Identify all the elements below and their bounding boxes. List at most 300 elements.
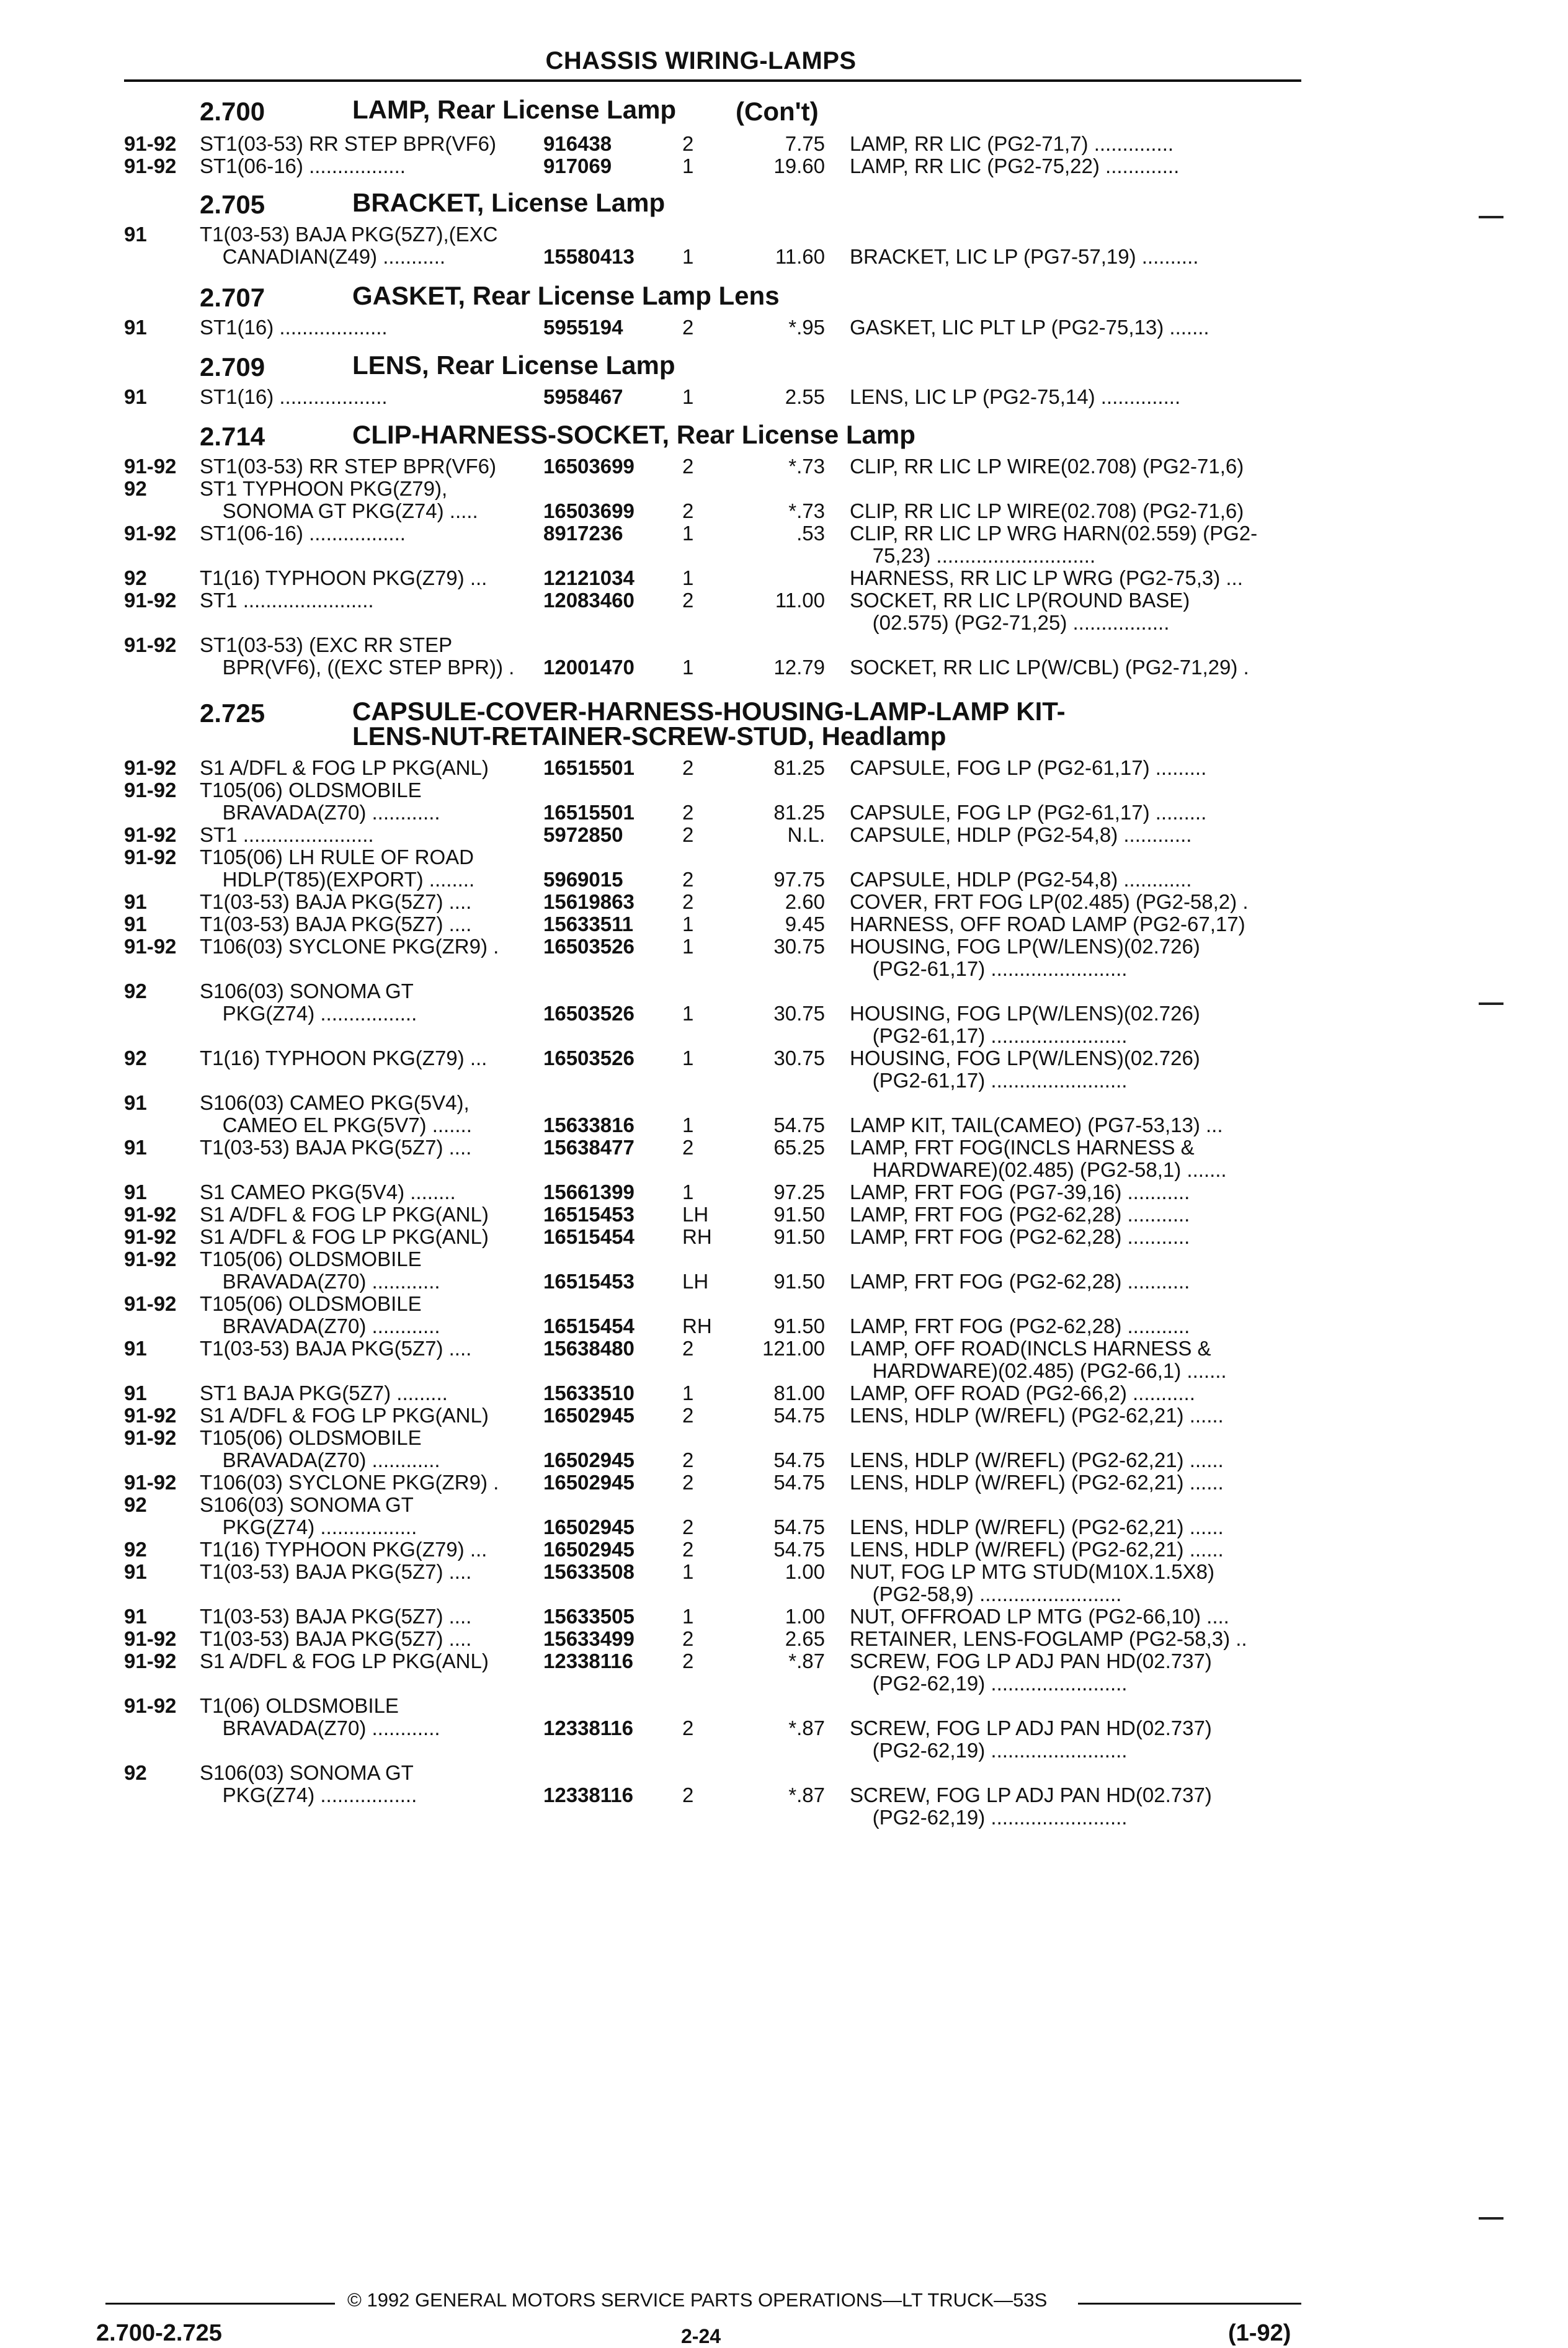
model-year: 91-92 — [124, 823, 177, 846]
section-title: GASKET, Rear License Lamp Lens — [352, 281, 780, 310]
table-row — [0, 1672, 1568, 1695]
model-year: 91 — [124, 1337, 147, 1360]
table-row — [0, 1270, 1568, 1293]
part-name: LAMP, FRT FOG (PG2-62,28) ........... — [850, 1203, 1190, 1226]
part-number: 16502945 — [543, 1538, 635, 1561]
table-row — [0, 1784, 1568, 1806]
table-row — [0, 386, 1568, 408]
price: 54.75 — [773, 1404, 825, 1427]
part-name: LAMP, RR LIC (PG2-71,7) .............. — [850, 132, 1174, 155]
model-year: 91 — [124, 913, 147, 935]
part-number: 16503699 — [543, 499, 635, 522]
table-row — [0, 1159, 1568, 1181]
table-row — [0, 935, 1568, 958]
price: 19.60 — [773, 154, 825, 177]
part-name: 75,23) ............................ — [850, 544, 1096, 567]
section-number: 2.709 — [200, 352, 265, 382]
application: SONOMA GT PKG(Z74) ..... — [200, 499, 478, 522]
table-row — [0, 455, 1568, 478]
application: T1(03-53) BAJA PKG(5Z7) .... — [200, 890, 472, 913]
table-row — [0, 1449, 1568, 1471]
part-name: LENS, HDLP (W/REFL) (PG2-62,21) ...... — [850, 1449, 1224, 1471]
quantity: 1 — [682, 1047, 694, 1069]
model-year: 91-92 — [124, 1225, 177, 1248]
part-name: BRACKET, LIC LP (PG7-57,19) .......... — [850, 245, 1199, 268]
application: S1 A/DFL & FOG LP PKG(ANL) — [200, 756, 489, 779]
section-number: 2.700 — [200, 97, 265, 126]
price: 2.55 — [785, 385, 825, 408]
application: S1 A/DFL & FOG LP PKG(ANL) — [200, 1649, 489, 1672]
application: T1(03-53) BAJA PKG(5Z7) .... — [200, 1627, 472, 1650]
quantity: 1 — [682, 245, 694, 268]
part-name: CAPSULE, HDLP (PG2-54,8) ............ — [850, 823, 1192, 846]
price: 54.75 — [773, 1515, 825, 1538]
model-year: 91-92 — [124, 589, 177, 612]
part-name: SCREW, FOG LP ADJ PAN HD(02.737) — [850, 1716, 1212, 1739]
model-year: 92 — [124, 1761, 147, 1784]
quantity: 2 — [682, 316, 694, 339]
model-year: 91-92 — [124, 935, 177, 958]
part-name: COVER, FRT FOG LP(02.485) (PG2-58,2) . — [850, 890, 1249, 913]
quantity: 2 — [682, 499, 694, 522]
model-year: 91 — [124, 890, 147, 913]
part-name: CAPSULE, FOG LP (PG2-61,17) ......... — [850, 801, 1207, 824]
part-number: 16515501 — [543, 756, 635, 779]
application: PKG(Z74) ................. — [200, 1783, 417, 1806]
quantity: RH — [682, 1225, 712, 1248]
part-name: CLIP, RR LIC LP WIRE(02.708) (PG2-71,6) — [850, 499, 1244, 522]
application: ST1(16) ................... — [200, 316, 388, 339]
application: BRAVADA(Z70) ............ — [200, 1315, 440, 1337]
application: CANADIAN(Z49) ........... — [200, 245, 446, 268]
price: N.L. — [787, 823, 825, 846]
part-name: SCREW, FOG LP ADJ PAN HD(02.737) — [850, 1649, 1212, 1672]
footer-rule-left — [105, 2303, 335, 2305]
quantity: 1 — [682, 1114, 694, 1136]
model-year: 91 — [124, 1136, 147, 1159]
part-name: (PG2-62,19) ........................ — [850, 1806, 1128, 1829]
quantity: 2 — [682, 132, 694, 155]
table-row — [0, 1762, 1568, 1784]
price: 91.50 — [773, 1225, 825, 1248]
quantity: 2 — [682, 890, 694, 913]
application: CAMEO EL PKG(5V7) ....... — [200, 1114, 472, 1136]
price: 1.00 — [785, 1605, 825, 1628]
model-year: 91-92 — [124, 1649, 177, 1672]
table-row — [0, 1404, 1568, 1427]
application: BRAVADA(Z70) ............ — [200, 1449, 440, 1471]
model-year: 91-92 — [124, 756, 177, 779]
application: BPR(VF6), ((EXC STEP BPR)) . — [200, 656, 515, 679]
table-row — [0, 779, 1568, 801]
table-row — [0, 1248, 1568, 1270]
price: 1.00 — [785, 1560, 825, 1583]
application: BRAVADA(Z70) ............ — [200, 1270, 440, 1293]
margin-mark — [1479, 1002, 1503, 1005]
section-number: 2.714 — [200, 422, 265, 451]
application: PKG(Z74) ................. — [200, 1515, 417, 1538]
application: HDLP(T85)(EXPORT) ........ — [200, 868, 475, 891]
price: 97.25 — [773, 1181, 825, 1203]
section-title: BRACKET, License Lamp — [352, 188, 666, 217]
part-number: 16503526 — [543, 1002, 635, 1025]
part-number: 12338116 — [543, 1783, 634, 1806]
section-number: 2.705 — [200, 190, 265, 219]
application: ST1 ....................... — [200, 823, 374, 846]
part-name: LAMP, FRT FOG (PG7-39,16) ........... — [850, 1181, 1190, 1203]
price: 2.60 — [785, 890, 825, 913]
price: *.87 — [788, 1783, 825, 1806]
application: T105(06) OLDSMOBILE — [200, 1248, 422, 1270]
table-row — [0, 612, 1568, 634]
price: 7.75 — [785, 132, 825, 155]
model-year: 91-92 — [124, 1627, 177, 1650]
quantity: 1 — [682, 1560, 694, 1583]
application: T1(03-53) BAJA PKG(5Z7) .... — [200, 1560, 472, 1583]
table-row — [0, 801, 1568, 824]
model-year: 92 — [124, 1493, 147, 1516]
quantity: 1 — [682, 1382, 694, 1404]
application: T1(16) TYPHOON PKG(Z79) ... — [200, 566, 488, 589]
quantity: 2 — [682, 1627, 694, 1650]
table-row — [0, 155, 1568, 177]
table-row — [0, 1695, 1568, 1717]
table-row — [0, 1650, 1568, 1672]
model-year: 91 — [124, 1181, 147, 1203]
model-year: 91-92 — [124, 1203, 177, 1226]
table-row — [0, 478, 1568, 500]
part-name: NUT, OFFROAD LP MTG (PG2-66,10) .... — [850, 1605, 1229, 1628]
header-rule — [124, 79, 1301, 82]
part-name: LENS, HDLP (W/REFL) (PG2-62,21) ...... — [850, 1404, 1224, 1427]
table-row — [0, 1471, 1568, 1494]
footer-edition: (1-92) — [1228, 2320, 1291, 2346]
part-number: 15638477 — [543, 1136, 635, 1159]
table-row — [0, 1181, 1568, 1203]
model-year: 91-92 — [124, 1694, 177, 1717]
table-row — [0, 1337, 1568, 1360]
table-row — [0, 634, 1568, 656]
model-year: 92 — [124, 477, 147, 500]
application: T1(16) TYPHOON PKG(Z79) ... — [200, 1047, 488, 1069]
part-name: LAMP KIT, TAIL(CAMEO) (PG7-53,13) ... — [850, 1114, 1223, 1136]
part-number: 16515453 — [543, 1203, 635, 1226]
application: T105(06) OLDSMOBILE — [200, 779, 422, 801]
model-year: 91-92 — [124, 455, 177, 478]
price: 30.75 — [773, 1002, 825, 1025]
application: T106(03) SYCLONE PKG(ZR9) . — [200, 1471, 499, 1494]
part-name: GASKET, LIC PLT LP (PG2-75,13) ....... — [850, 316, 1209, 339]
table-row — [0, 1538, 1568, 1561]
application: T106(03) SYCLONE PKG(ZR9) . — [200, 935, 499, 958]
application: S106(03) SONOMA GT — [200, 1493, 414, 1516]
application: T1(03-53) BAJA PKG(5Z7) .... — [200, 1337, 472, 1360]
table-row — [0, 891, 1568, 913]
model-year: 92 — [124, 1047, 147, 1069]
part-number: 15580413 — [543, 245, 635, 268]
price: *.95 — [788, 316, 825, 339]
model-year: 91 — [124, 1560, 147, 1583]
model-year: 91-92 — [124, 1471, 177, 1494]
price: 91.50 — [773, 1270, 825, 1293]
part-name: (PG2-61,17) ........................ — [850, 957, 1128, 980]
part-number: 5955194 — [543, 316, 623, 339]
model-year: 91-92 — [124, 522, 177, 545]
application: S106(03) CAMEO PKG(5V4), — [200, 1091, 470, 1114]
table-row — [0, 1002, 1568, 1025]
part-name: CLIP, RR LIC LP WIRE(02.708) (PG2-71,6) — [850, 455, 1244, 478]
footer-rule-right — [1078, 2303, 1301, 2305]
price: 2.65 — [785, 1627, 825, 1650]
part-name: HOUSING, FOG LP(W/LENS)(02.726) — [850, 1002, 1200, 1025]
application: T1(06) OLDSMOBILE — [200, 1694, 399, 1717]
table-row — [0, 1806, 1568, 1829]
part-number: 5958467 — [543, 385, 623, 408]
quantity: 2 — [682, 1136, 694, 1159]
application: S1 A/DFL & FOG LP PKG(ANL) — [200, 1404, 489, 1427]
price: 91.50 — [773, 1315, 825, 1337]
application: S1 A/DFL & FOG LP PKG(ANL) — [200, 1203, 489, 1226]
model-year: 91-92 — [124, 779, 177, 801]
quantity: 1 — [682, 656, 694, 679]
table-row — [0, 1739, 1568, 1762]
quantity: 1 — [682, 1181, 694, 1203]
part-number: 16502945 — [543, 1404, 635, 1427]
model-year: 91-92 — [124, 1404, 177, 1427]
part-number: 16502945 — [543, 1515, 635, 1538]
part-number: 16503699 — [543, 455, 635, 478]
application: ST1(03-53) (EXC RR STEP — [200, 633, 453, 656]
application: ST1(16) ................... — [200, 385, 388, 408]
quantity: 2 — [682, 1404, 694, 1427]
section-title: LAMP, Rear License Lamp — [352, 95, 677, 124]
application: T105(06) LH RULE OF ROAD — [200, 846, 474, 868]
table-row — [0, 545, 1568, 567]
section-title-line-1: CAPSULE-COVER-HARNESS-HOUSING-LAMP-LAMP KIT- — [352, 697, 1066, 726]
price: 54.75 — [773, 1471, 825, 1494]
part-name: LENS, LIC LP (PG2-75,14) .............. — [850, 385, 1181, 408]
table-row — [0, 846, 1568, 868]
table-row — [0, 246, 1568, 268]
part-name: HARNESS, OFF ROAD LAMP (PG2-67,17) — [850, 913, 1245, 935]
table-row — [0, 1494, 1568, 1516]
part-name: LAMP, FRT FOG (PG2-62,28) ........... — [850, 1225, 1190, 1248]
part-name: LENS, HDLP (W/REFL) (PG2-62,21) ...... — [850, 1471, 1224, 1494]
table-row — [0, 1025, 1568, 1047]
table-row — [0, 1561, 1568, 1583]
part-number: 15619863 — [543, 890, 635, 913]
part-name: SCREW, FOG LP ADJ PAN HD(02.737) — [850, 1783, 1212, 1806]
table-row — [0, 1047, 1568, 1069]
application: ST1 BAJA PKG(5Z7) ......... — [200, 1382, 448, 1404]
model-year: 91 — [124, 1605, 147, 1628]
price: *.73 — [788, 455, 825, 478]
footer-copyright: © 1992 GENERAL MOTORS SERVICE PARTS OPERATIONS—LT TRUCK—53S — [347, 2289, 1048, 2311]
section-number: 2.725 — [200, 699, 265, 728]
quantity: 2 — [682, 1783, 694, 1806]
table-row — [0, 1717, 1568, 1739]
part-number: 16503526 — [543, 1047, 635, 1069]
part-name: LAMP, OFF ROAD(INCLS HARNESS & — [850, 1337, 1211, 1360]
quantity: LH — [682, 1203, 709, 1226]
part-number: 16515453 — [543, 1270, 635, 1293]
application: BRAVADA(Z70) ............ — [200, 801, 440, 824]
application: BRAVADA(Z70) ............ — [200, 1716, 440, 1739]
price: 12.79 — [773, 656, 825, 679]
price: .53 — [796, 522, 825, 545]
part-number: 12338116 — [543, 1649, 634, 1672]
quantity: 2 — [682, 455, 694, 478]
model-year: 91 — [124, 223, 147, 246]
application: S106(03) SONOMA GT — [200, 1761, 414, 1784]
part-number: 16502945 — [543, 1449, 635, 1471]
table-row — [0, 500, 1568, 522]
quantity: 2 — [682, 868, 694, 891]
part-name: (PG2-62,19) ........................ — [850, 1672, 1128, 1695]
application: ST1(03-53) RR STEP BPR(VF6) — [200, 455, 497, 478]
part-number: 16515454 — [543, 1225, 635, 1248]
quantity: 2 — [682, 1471, 694, 1494]
part-number: 5972850 — [543, 823, 623, 846]
part-name: (02.575) (PG2-71,25) ................. — [850, 611, 1170, 634]
table-row — [0, 868, 1568, 891]
part-name: (PG2-61,17) ........................ — [850, 1069, 1128, 1092]
part-number: 15633510 — [543, 1382, 635, 1404]
price: *.87 — [788, 1649, 825, 1672]
part-name: HARNESS, RR LIC LP WRG (PG2-75,3) ... — [850, 566, 1243, 589]
model-year: 91-92 — [124, 154, 177, 177]
table-row — [0, 913, 1568, 935]
application: ST1 ....................... — [200, 589, 374, 612]
table-row — [0, 1360, 1568, 1382]
price: 54.75 — [773, 1538, 825, 1561]
quantity: 2 — [682, 823, 694, 846]
price: 121.00 — [762, 1337, 825, 1360]
section-number: 2.707 — [200, 283, 265, 312]
part-number: 12338116 — [543, 1716, 634, 1739]
part-name: LENS, HDLP (W/REFL) (PG2-62,21) ...... — [850, 1515, 1224, 1538]
footer-page-number: 2-24 — [681, 2325, 721, 2347]
table-row — [0, 656, 1568, 679]
part-number: 15633511 — [543, 913, 634, 935]
table-row — [0, 1069, 1568, 1092]
part-name: RETAINER, LENS-FOGLAMP (PG2-58,3) .. — [850, 1627, 1247, 1650]
model-year: 91-92 — [124, 633, 177, 656]
application: T105(06) OLDSMOBILE — [200, 1426, 422, 1449]
application: S1 CAMEO PKG(5V4) ........ — [200, 1181, 456, 1203]
price: 81.00 — [773, 1382, 825, 1404]
model-year: 91-92 — [124, 1292, 177, 1315]
part-name: (PG2-58,9) ......................... — [850, 1582, 1122, 1605]
part-number: 15661399 — [543, 1181, 635, 1203]
quantity: 2 — [682, 1449, 694, 1471]
quantity: 1 — [682, 522, 694, 545]
price: 54.75 — [773, 1114, 825, 1136]
table-row — [0, 1427, 1568, 1449]
part-name: LAMP, FRT FOG (PG2-62,28) ........... — [850, 1315, 1190, 1337]
application: T1(03-53) BAJA PKG(5Z7) .... — [200, 1605, 472, 1628]
part-name: CAPSULE, FOG LP (PG2-61,17) ......... — [850, 756, 1207, 779]
model-year: 91-92 — [124, 132, 177, 155]
application: T1(16) TYPHOON PKG(Z79) ... — [200, 1538, 488, 1561]
price: *.87 — [788, 1716, 825, 1739]
quantity: 2 — [682, 1515, 694, 1538]
part-number: 15633505 — [543, 1605, 635, 1628]
table-row — [0, 757, 1568, 779]
part-name: NUT, FOG LP MTG STUD(M10X.1.5X8) — [850, 1560, 1215, 1583]
part-name: LAMP, RR LIC (PG2-75,22) ............. — [850, 154, 1180, 177]
table-row — [0, 567, 1568, 589]
part-name: SOCKET, RR LIC LP(W/CBL) (PG2-71,29) . — [850, 656, 1249, 679]
application: T105(06) OLDSMOBILE — [200, 1292, 422, 1315]
model-year: 91-92 — [124, 846, 177, 868]
part-number: 16515454 — [543, 1315, 635, 1337]
part-name: SOCKET, RR LIC LP(ROUND BASE) — [850, 589, 1190, 612]
part-number: 12121034 — [543, 566, 635, 589]
quantity: 2 — [682, 1538, 694, 1561]
application: T1(03-53) BAJA PKG(5Z7) .... — [200, 913, 472, 935]
model-year: 92 — [124, 1538, 147, 1561]
application: S1 A/DFL & FOG LP PKG(ANL) — [200, 1225, 489, 1248]
price: 30.75 — [773, 1047, 825, 1069]
part-number: 12001470 — [543, 656, 635, 679]
model-year: 91 — [124, 1382, 147, 1404]
table-row — [0, 1226, 1568, 1248]
part-number: 916438 — [543, 132, 612, 155]
table-row — [0, 1136, 1568, 1159]
part-number: 16503526 — [543, 935, 635, 958]
quantity: LH — [682, 1270, 709, 1293]
price: *.73 — [788, 499, 825, 522]
table-row — [0, 980, 1568, 1002]
price: 11.00 — [775, 589, 825, 612]
price: 65.25 — [773, 1136, 825, 1159]
model-year: 91 — [124, 1091, 147, 1114]
margin-mark — [1479, 216, 1503, 218]
model-year: 91 — [124, 385, 147, 408]
table-row — [0, 1382, 1568, 1404]
quantity: 1 — [682, 935, 694, 958]
table-row — [0, 1203, 1568, 1226]
table-row — [0, 1583, 1568, 1605]
part-name: LAMP, OFF ROAD (PG2-66,2) ........... — [850, 1382, 1195, 1404]
table-row — [0, 133, 1568, 155]
table-row — [0, 1315, 1568, 1337]
model-year: 92 — [124, 566, 147, 589]
table-row — [0, 1293, 1568, 1315]
part-number: 16502945 — [543, 1471, 635, 1494]
part-number: 15633816 — [543, 1114, 635, 1136]
table-row — [0, 589, 1568, 612]
part-number: 15638480 — [543, 1337, 635, 1360]
part-number: 16515501 — [543, 801, 635, 824]
part-number: 15633508 — [543, 1560, 635, 1583]
quantity: 2 — [682, 756, 694, 779]
price: 81.25 — [773, 756, 825, 779]
page-title: CHASSIS WIRING-LAMPS — [545, 47, 857, 74]
quantity: 2 — [682, 801, 694, 824]
part-name: HARDWARE)(02.485) (PG2-66,1) ....... — [850, 1359, 1227, 1382]
table-row — [0, 824, 1568, 846]
part-name: LAMP, FRT FOG(INCLS HARNESS & — [850, 1136, 1195, 1159]
table-row — [0, 522, 1568, 545]
table-row — [0, 1114, 1568, 1136]
quantity: 1 — [682, 1002, 694, 1025]
quantity: 1 — [682, 154, 694, 177]
model-year: 91-92 — [124, 1426, 177, 1449]
part-name: LAMP, FRT FOG (PG2-62,28) ........... — [850, 1270, 1190, 1293]
part-number: 917069 — [543, 154, 612, 177]
